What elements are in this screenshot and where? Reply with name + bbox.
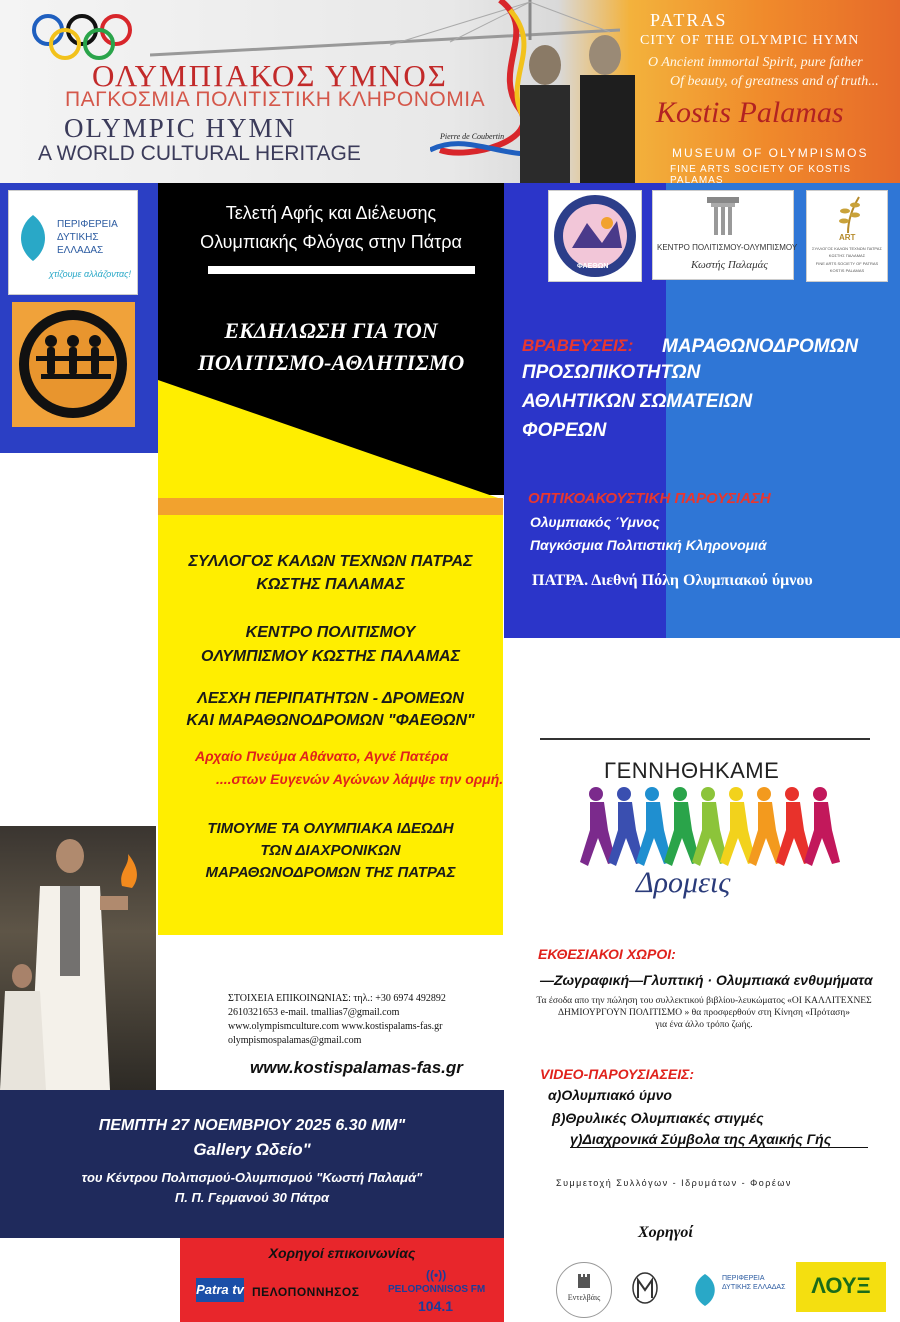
entelvais-logo xyxy=(556,1262,612,1318)
contact-line-4[interactable]: olympismospalamas@gmail.com xyxy=(228,1035,362,1046)
contact-line-3[interactable]: www.olympismculture.com www.kostispalams-fas.gr xyxy=(228,1021,443,1032)
olympic-rings-icon xyxy=(30,12,140,62)
peloponnisos-logo: ΠΕΛΟΠΟΝΝΗΣΟΣ xyxy=(252,1285,360,1299)
entelvais-label: Εντελβάις xyxy=(567,1293,601,1302)
section-divider xyxy=(540,738,870,740)
org-3-line-1: ΛΕΣΧΗ ΠΕΡΙΠΑΤΗΤΩΝ - ΔΡΟΜΕΩΝ xyxy=(197,690,464,707)
av-heading: ΟΠΤΙΚΟΑΚΟΥΣΤΙΚΗ ΠΑΡΟΥΣΙΑΣΗ xyxy=(528,490,771,507)
colorful-runners-graphic xyxy=(574,782,844,872)
award-item-3: ΑΘΛΗΤΙΚΩΝ ΣΩΜΑΤΕΙΩΝ xyxy=(522,391,753,412)
region-logo xyxy=(8,190,138,295)
awards-heading: ΒΡΑΒΕΥΣΕΙΣ: xyxy=(522,336,634,355)
region-sponsor-label: ΠΕΡΙΦΕΡΕΙΑ ΔΥΤΙΚΗΣ ΕΛΛΑΔΑΣ xyxy=(722,1275,786,1291)
org-2-line-1: ΚΕΝΤΡΟ ΠΟΛΙΤΙΣΜΟΥ xyxy=(245,624,416,641)
org-3-line-2: ΚΑΙ ΜΑΡΑΘΩΝΟΔΡΟΜΩΝ "ΦΑΕΘΩΝ" xyxy=(186,712,475,729)
header-banner xyxy=(0,0,900,183)
olive-branch-icon xyxy=(831,195,865,235)
ceremony-line-2: Ολυμπιακής Φλόγας στην Πάτρα xyxy=(200,232,462,252)
art-label: ART xyxy=(839,233,856,242)
video-item-a: α)Ολυμπιακό ύμνο xyxy=(548,1087,672,1103)
venue-organization: του Κέντρου Πολιτισμού-Ολυμπισμού "Κωστή Παλαμά" xyxy=(81,1170,423,1185)
event-title-line-1: ΕΚΔΗΛΩΣΗ ΓΙΑ ΤΟΝ xyxy=(224,318,438,343)
patratv-logo: Patra tv xyxy=(196,1278,244,1302)
venue-line: Gallery Ωδείο" xyxy=(193,1140,311,1159)
runners-medallion-icon xyxy=(16,306,131,423)
video-underline xyxy=(570,1147,868,1148)
priestess-photo xyxy=(0,826,156,1090)
media-sponsors-title: Χορηγοί επικοινωνίας xyxy=(268,1245,416,1261)
event-title-line-2: ΠΟΛΙΤΙΣΜΟ-ΑΘΛΗΤΙΣΜΟ xyxy=(197,350,465,375)
portrait-photo-icon xyxy=(505,25,645,183)
peloponnisos-fm-logo: PELOPONNISOS FM xyxy=(388,1284,486,1295)
phaethon-label: ΦΑΕΘΩΝ xyxy=(577,263,609,270)
louis-logo: ΛΟΥΞ xyxy=(796,1262,886,1312)
award-item-2: ΠΡΟΣΩΠΙΚΟΤΗΤΩΝ xyxy=(522,362,701,383)
society-label: FINE ARTS SOCIETY OF KOSTIS PALAMAS xyxy=(670,164,852,183)
verse-line-2: ....στων Ευγενών Αγώνων λάμψε την ορμή. xyxy=(216,771,504,787)
torch-bearer-figure-icon xyxy=(0,826,156,1090)
exhibition-note-2: ΔΗΜΙΟΥΡΓΟΥΝ ΠΟΛΙΤΙΣΜΟ » θα προσφερθούν στη Κίνηση «Πρόταση» xyxy=(557,1008,851,1018)
video-item-b: β)Θρυλικές Ολυμπιακές στιγμές xyxy=(552,1110,764,1126)
verse-line-1: Αρχαίο Πνεύμα Αθάνατο, Αγνέ Πατέρα xyxy=(195,748,449,764)
yellow-diagonal-shape xyxy=(158,380,504,500)
quote-line-1: O Ancient immortal Spirit, pure father xyxy=(648,55,863,70)
kentro-signature: Κωστής Παλαμάς xyxy=(691,259,768,271)
header-subtitle-english: A WORLD CULTURAL HERITAGE xyxy=(38,142,361,165)
region-sponsor-logo xyxy=(692,1268,788,1312)
region-label-3: ΕΛΛΑΔΑΣ xyxy=(57,245,104,256)
region-slogan: χτίζουμε αλλάζοντας! xyxy=(49,269,132,279)
award-item-1: ΜΑΡΑΘΩΝΟΔΡΟΜΩΝ xyxy=(662,336,859,357)
castle-icon xyxy=(575,1271,593,1289)
honor-line-1: ΤΙΜΟΥΜΕ ΤΑ ΟΛΥΜΠΙΑΚΑ ΙΔΕΩΔΗ xyxy=(207,820,454,837)
header-title-english: OLYMPIC HYMN xyxy=(64,113,297,143)
phaethon-logo xyxy=(548,190,642,282)
peloponnisos-fm-frequency: 104.1 xyxy=(418,1298,454,1314)
art-caption-1: ΣΥΛΛΟΓΟΣ ΚΑΛΩΝ ΤΕΧΝΩΝ ΠΑΤΡΑΣ xyxy=(812,246,882,251)
exhibition-note-1: Τα έσοδα απο την πώληση του συλλεκτικού βιβλίου-λευκώματος «ΟΙ ΚΑΛΛΙΤΕΧΝΕΣ xyxy=(536,996,872,1006)
runners-subtitle: Δρομεις xyxy=(636,866,731,899)
venue-address: Π. Π. Γερμανού 30 Πάτρα xyxy=(174,1190,330,1205)
coubertin-caption: Pierre de Coubertin xyxy=(440,132,505,141)
patras-label: PATRAS xyxy=(650,10,728,30)
honor-line-3: ΜΑΡΑΘΩΝΟΔΡΟΜΩΝ ΤΗΣ ΠΑΤΡΑΣ xyxy=(205,864,456,881)
org-1-line-2: ΚΩΣΤΗΣ ΠΑΛΑΜΑΣ xyxy=(256,576,405,593)
ceremony-line-1: Τελετή Αφής και Διέλευσης xyxy=(225,203,437,223)
art-caption-2: ΚΩΣΤΗΣ ΠΑΛΑΜΑΣ xyxy=(828,253,866,258)
header-title-greek: ΟΛΥΜΠΙΑΚΟΣ ΥΜΝΟΣ xyxy=(92,58,448,93)
quote-line-2: Of beauty, of greatness and of truth... xyxy=(670,74,879,89)
patra-olympic-city: ΠΑΤΡΑ. Διεθνή Πόλη Ολυμπιακού ύμνου xyxy=(532,572,813,589)
exhibition-categories: —Ζωγραφική—Γλυπτική · Ολυμπιακά ενθυμήματα xyxy=(540,972,873,988)
kentro-logo xyxy=(652,190,798,280)
runners-heading: ΓΕΝΝΗΘΗΚΑΜΕ xyxy=(604,758,780,783)
contact-line-2: 2610321653 e-mail. tmallias7@gmail.com xyxy=(228,1007,400,1018)
kentro-label: ΚΕΝΤΡΟ ΠΟΛΙΤΙΣΜΟΥ-ΟΛΥΜΠΙΣΜΟΥ xyxy=(657,243,798,252)
award-item-4: ΦΟΡΕΩΝ xyxy=(522,420,607,441)
city-label: CITY OF THE OLYMPIC HYMN xyxy=(640,33,860,48)
ancient-runners-logo xyxy=(12,302,135,427)
org-1-line-1: ΣΥΛΛΟΓΟΣ ΚΑΛΩΝ ΤΕΧΝΩΝ ΠΑΤΡΑΣ xyxy=(188,553,473,570)
region-label-2: ΔΥΤΙΚΗΣ xyxy=(57,232,99,243)
monogram-logo-icon xyxy=(630,1270,660,1310)
video-item-c: γ)Διαχρονικά Σύμβολα της Αχαικής Γής xyxy=(570,1131,832,1147)
white-divider-bar xyxy=(208,266,475,274)
video-heading: VIDEO-ΠΑΡΟΥΣΙΑΣΕΙΣ: xyxy=(540,1066,695,1082)
region-leaf-icon xyxy=(15,213,51,263)
palamas-signature: Kostis Palamas xyxy=(656,96,844,129)
website-link[interactable]: www.kostispalamas-fas.gr xyxy=(250,1058,463,1077)
org-2-line-2: ΟΛΥΜΠΙΣΜΟΥ ΚΩΣΤΗΣ ΠΑΛΑΜΑΣ xyxy=(200,648,461,665)
runner-silhouette xyxy=(804,787,840,866)
participation-line: Συμμετοχή Συλλόγων - Ιδρυμάτων - Φορέων xyxy=(556,1178,792,1188)
region-sponsor-leaf-icon xyxy=(692,1272,718,1308)
art-caption-3: FINE ARTS SOCIETY OF PATRAS xyxy=(815,261,879,266)
exhibition-note-3: για ένα άλλο τρόπο ζωής. xyxy=(655,1020,753,1030)
av-line-2: Παγκόσμια Πολιτιστική Κληρονομιά xyxy=(530,537,767,553)
museum-label: MUSEUM OF OLYMPISMOS xyxy=(672,146,869,160)
column-capital-icon xyxy=(705,195,741,237)
art-caption-4: KOSTIS PALAMAS xyxy=(829,268,865,273)
header-subtitle-greek: ΠΑΓΚΟΣΜΙΑ ΠΟΛΙΤΙΣΤΙΚΗ ΚΛΗΡΟΝΟΜΙΑ xyxy=(65,88,486,111)
art-society-logo xyxy=(806,190,888,282)
exhibition-heading: ΕΚΘΕΣΙΑΚΟΙ ΧΩΡΟΙ: xyxy=(538,946,676,962)
av-line-1: Ολυμπιακός Ύμνος xyxy=(530,514,660,530)
contact-line-1: ΣΤΟΙΧΕΙΑ ΕΠΙΚΟΙΝΩΝΙΑΣ: τηλ.: +30 6974 492892 xyxy=(228,993,446,1004)
sponsors-title: Χορηγοί xyxy=(638,1224,693,1241)
radio-wave-icon: ((•)) xyxy=(426,1268,447,1282)
date-line: ΠΕΜΠΤΗ 27 ΝΟΕΜΒΡΙΟΥ 2025 6.30 ΜΜ" xyxy=(98,1117,406,1134)
region-label-1: ΠΕΡΙΦΕΡΕΙΑ xyxy=(57,219,118,230)
honor-line-2: ΤΩΝ ΔΙΑΧΡΟΝΙΚΩΝ xyxy=(260,842,401,859)
date-panel xyxy=(0,1090,504,1238)
